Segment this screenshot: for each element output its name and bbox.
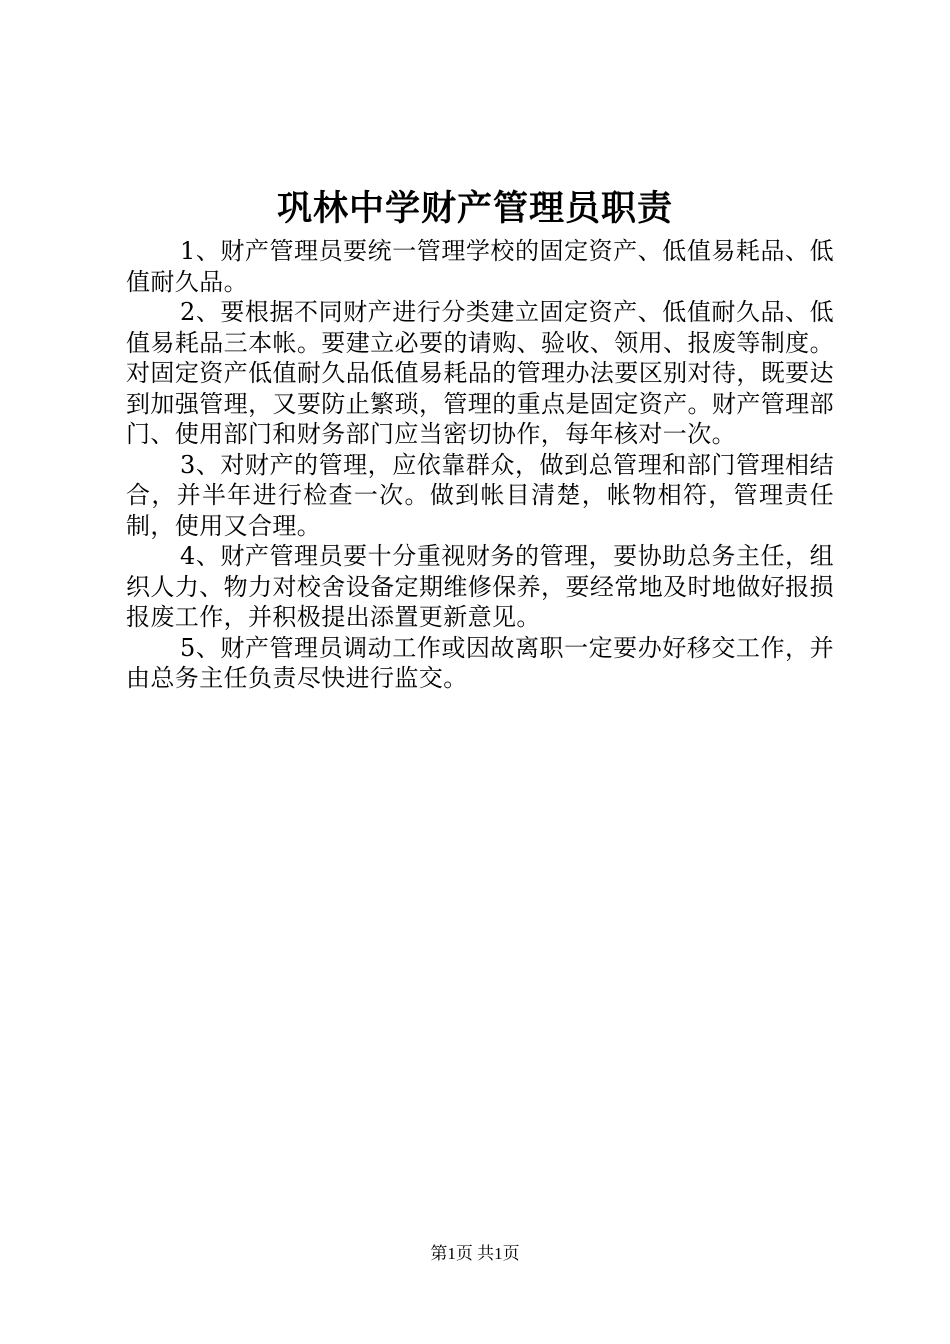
paragraph-5: 5、财产管理员调动工作或因故离职一定要办好移交工作，并由总务主任负责尽快进行监交。 [126,633,834,692]
paragraph-2: 2、要根据不同财产进行分类建立固定资产、低值耐久品、低值易耗品三本帐。要建立必要的请购、验收、领用、报废等制度。对固定资产低值耐久品低值易耗品的管理办法要区别对待，既要达到加强管理，又要防止繁琐，管理的重点是固定资产。财产管理部门、使用部门和财务部门应当密切协作，每年核对一次。 [126,298,834,448]
paragraph-1: 1、财产管理员要统一管理学校的固定资产、低值易耗品、低值耐久品。 [126,237,834,296]
page-title: 巩林中学财产管理员职责 [276,188,673,229]
paragraph-3: 3、对财产的管理，应依靠群众，做到总管理和部门管理相结合，并半年进行检查一次。做到帐目清楚，帐物相符，管理责任制，使用又合理。 [126,450,834,540]
document-body [126,236,834,694]
page-number-footer: 第1页 共1页 [430,1244,520,1263]
paragraph-4: 4、财产管理员要十分重视财务的管理，要协助总务主任，组织人力、物力对校舍设备定期维修保养，要经常地及时地做好报损报废工作，并积极提出添置更新意见。 [126,542,834,631]
